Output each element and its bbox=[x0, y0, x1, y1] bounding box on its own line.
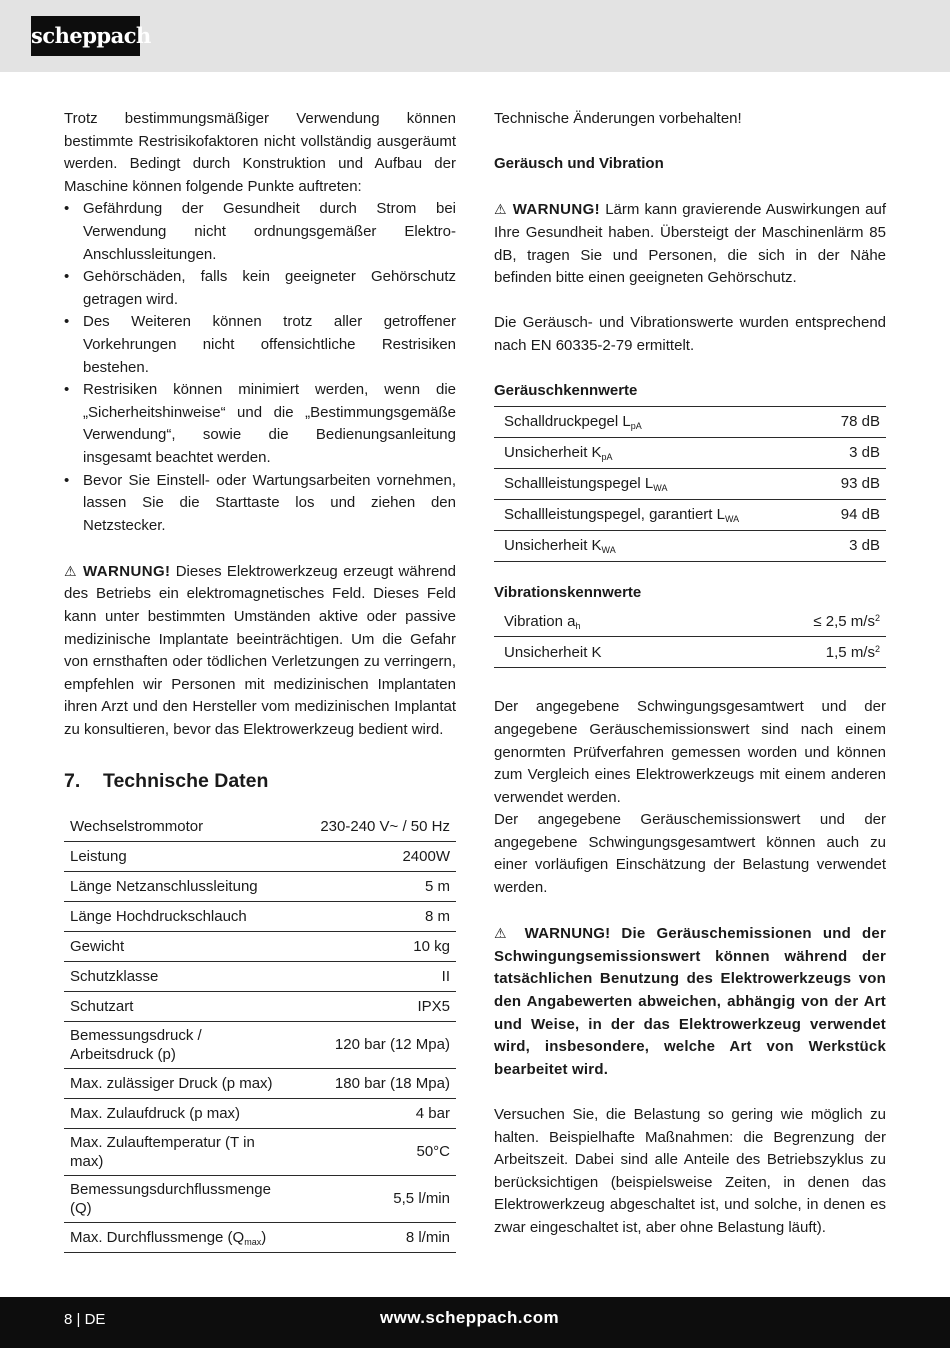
noise-table bbox=[494, 406, 886, 562]
website-link[interactable]: www.scheppach.com bbox=[380, 1308, 560, 1327]
spec-label bbox=[64, 1021, 300, 1068]
spec-value bbox=[729, 637, 886, 668]
list-item: • Gehörschäden, falls kein geeigneter Gehörschutz getragen wird. bbox=[64, 266, 456, 311]
left-column bbox=[64, 108, 456, 1253]
table-row bbox=[494, 606, 886, 637]
noise-warning bbox=[494, 198, 886, 289]
spec-label: Länge Netzanschlussleitung bbox=[64, 871, 300, 901]
spec-label-line: (Q) bbox=[70, 1199, 92, 1217]
spec-label-subscript: max bbox=[244, 1236, 262, 1247]
list-item: • Des Weiteren können trotz aller getroffener Vorkehrungen nicht offensichtliche Restrisiken bestehen. bbox=[64, 311, 456, 379]
spec-value: IPX5 bbox=[300, 991, 456, 1021]
vibration-table bbox=[494, 606, 886, 668]
spec-value: 3 dB bbox=[820, 437, 886, 468]
warning-label: WARNUNG! bbox=[512, 201, 601, 219]
table-row bbox=[64, 1068, 456, 1098]
warning-text: Die Geräuschemissionen und der Schwingungsemissionswert können während der tatsächlichen Benutzung des Elektrowerkzeugs von den Angabewerten abweichen, abhängig von der Art und Weise, in der das Elektrowerkzeug verwendet wird, insbesondere, welche Art von Werkstück bearbeitet wird. bbox=[494, 925, 886, 1078]
table-row bbox=[64, 1175, 456, 1222]
spec-value: 78 dB bbox=[820, 406, 886, 437]
spec-label: Leistung bbox=[64, 841, 300, 871]
right-column bbox=[494, 108, 886, 1240]
section-title: Technische Daten bbox=[103, 769, 269, 792]
table-row bbox=[494, 637, 886, 668]
spec-label-subscript: h bbox=[575, 620, 581, 631]
spec-label: Max. Zulaufdruck (p max) bbox=[64, 1098, 300, 1128]
brand-logo: scheppach bbox=[31, 16, 140, 56]
spec-label-subscript: WA bbox=[601, 545, 616, 556]
spec-label-text: Schallleistungspegel, garantiert L bbox=[504, 506, 725, 524]
spec-label bbox=[64, 1128, 300, 1175]
spec-value: 50°C bbox=[300, 1128, 456, 1175]
spec-value: II bbox=[300, 961, 456, 991]
emission-warning bbox=[494, 922, 886, 1081]
table-row bbox=[494, 437, 886, 468]
table-row bbox=[494, 530, 886, 561]
spec-label: Schutzart bbox=[64, 991, 300, 1021]
spec-label: Schutzklasse bbox=[64, 961, 300, 991]
spec-label bbox=[494, 468, 820, 499]
warning-icon: ⚠ bbox=[494, 201, 508, 218]
spec-label-line: Bemessungsdruck / bbox=[70, 1026, 202, 1044]
warning-text: Lärm kann gravierende Auswirkungen auf Ihre Gesundheit haben. Übersteigt der Maschinenlärm 85 dB, tragen Sie und Personen, die sich in der Nähe befinden bitte einen geeigneten Gehörschutz. bbox=[494, 201, 886, 287]
spec-label-text: Schallleistungspegel L bbox=[504, 475, 654, 493]
spec-value: 3 dB bbox=[820, 530, 886, 561]
spec-value: 5 m bbox=[300, 871, 456, 901]
table-row bbox=[494, 499, 886, 530]
determination-note: Die Geräusch- und Vibrationswerte wurden entsprechend nach EN 60335-2-79 ermittelt. bbox=[494, 314, 886, 354]
spec-value-superscript: 2 bbox=[874, 612, 880, 623]
emission-paragraph: Der angegebene Schwingungsgesamtwert und der angegebene Geräuschemissionswert sind nach einem genormten Prüfverfahren gemessen worden und können zum Vergleich eines Elektrowerkzeugs mit einem anderen verwendet werden. bbox=[494, 698, 886, 806]
spec-label bbox=[494, 499, 820, 530]
residual-risk-list bbox=[64, 198, 456, 537]
list-item: • Restrisiken können minimiert werden, wenn die „Sicherheitshinweise“ und die „Bestimmungsgemäße Verwendung“, sowie die Bedienungsanleitung insgesamt beachtet werden. bbox=[64, 379, 456, 469]
residual-risk-intro: Trotz bestimmungsmäßiger Verwendung können bestimmte Restrisikofaktoren nicht vollständig ausgeräumt werden. Bedingt durch Konstruktion und Aufbau der Maschine können folgende Punkte auftreten: bbox=[64, 110, 456, 195]
spec-value: 2400W bbox=[300, 841, 456, 871]
warning-label: WARNUNG! bbox=[83, 562, 171, 580]
spec-label-line: Arbeitsdruck (p) bbox=[70, 1045, 176, 1063]
table-row bbox=[64, 961, 456, 991]
spec-label-text: Unsicherheit K bbox=[504, 444, 602, 462]
spec-label-text: Schalldruckpegel L bbox=[504, 413, 631, 431]
spec-value: 180 bar (18 Mpa) bbox=[300, 1068, 456, 1098]
table-row bbox=[64, 841, 456, 871]
spec-value: 93 dB bbox=[820, 468, 886, 499]
spec-label bbox=[64, 1222, 300, 1252]
page-number: 8 | DE bbox=[64, 1311, 106, 1328]
spec-label bbox=[494, 406, 820, 437]
section-number: 7. bbox=[64, 769, 81, 792]
spec-value bbox=[729, 606, 886, 637]
spec-label-subscript: pA bbox=[601, 452, 613, 463]
table-row bbox=[494, 406, 886, 437]
warning-label: WARNUNG! bbox=[524, 925, 611, 943]
table-row bbox=[64, 871, 456, 901]
table-row bbox=[64, 812, 456, 842]
spec-value-superscript: 2 bbox=[874, 643, 880, 654]
table-row bbox=[64, 1021, 456, 1068]
spec-label: Unsicherheit K bbox=[494, 637, 729, 668]
spec-label-text: Vibration a bbox=[504, 612, 576, 630]
spec-label-subscript: pA bbox=[630, 421, 642, 432]
warning-text: Dieses Elektrowerkzeug erzeugt während des Betriebs ein elektromagnetisches Feld. Dieses Feld kann unter bestimmten Umständen aktive oder passive medizinische Implantate beeinträchtigen. Um die Gefahr von ernsthaften oder tödlichen Verletzungen zu verringern, empfehlen wir Personen mit medizinischen Implantaten ihren Arzt und den Hersteller vom medizinischen Implantat zu konsultieren, bevor das Elektrowerkzeug bedient wird. bbox=[64, 562, 456, 739]
spec-label: Gewicht bbox=[64, 931, 300, 961]
spec-label-subscript: WA bbox=[724, 514, 740, 525]
section-heading bbox=[64, 768, 456, 794]
spec-label bbox=[64, 1175, 300, 1222]
noise-table-heading: Geräuschkennwerte bbox=[494, 382, 638, 400]
spec-label-line: Bemessungsdurchflussmenge bbox=[70, 1180, 271, 1198]
noise-heading: Geräusch und Vibration bbox=[494, 155, 664, 173]
spec-value: 4 bar bbox=[300, 1098, 456, 1128]
spec-label-text: Max. Durchflussmenge (Q bbox=[70, 1228, 245, 1246]
exposure-paragraph: Versuchen Sie, die Belastung so gering wie möglich zu halten. Beispielhafte Maßnahmen: die Begrenzung der Arbeitszeit. Dabei sind alle Anteile des Betriebszyklus zu berücksichtigen (beispielsweise Zeiten, in denen das Elektrowerkzeug abgeschaltet ist, und solche, in denen es zwar eingeschaltet ist, aber ohne Belastung läuft). bbox=[494, 1106, 886, 1236]
warning-icon: ⚠ bbox=[64, 562, 78, 579]
table-row bbox=[64, 901, 456, 931]
spec-label-line: Max. Zulauftemperatur (T in bbox=[70, 1133, 255, 1151]
table-row bbox=[64, 1128, 456, 1175]
list-item: • Bevor Sie Einstell- oder Wartungsarbeiten vornehmen, lassen Sie die Starttaste los und ziehen den Netzstecker. bbox=[64, 470, 456, 538]
spec-label bbox=[494, 530, 820, 561]
list-item: • Gefährdung der Gesundheit durch Strom bei Verwendung nicht ordnungsgemäßer Elektro-Anschlussleitungen. bbox=[64, 198, 456, 266]
spec-label: Max. zulässiger Druck (p max) bbox=[64, 1068, 300, 1098]
table-row bbox=[64, 991, 456, 1021]
spec-value: 8 m bbox=[300, 901, 456, 931]
table-row bbox=[494, 468, 886, 499]
table-row bbox=[64, 931, 456, 961]
spec-value: 120 bar (12 Mpa) bbox=[300, 1021, 456, 1068]
spec-label-line: max) bbox=[70, 1152, 104, 1170]
spec-value-text: ≤ 2,5 m/s bbox=[813, 612, 875, 630]
spec-label bbox=[494, 606, 729, 637]
spec-label bbox=[494, 437, 820, 468]
changes-notice: Technische Änderungen vorbehalten! bbox=[494, 110, 742, 127]
table-row bbox=[64, 1098, 456, 1128]
warning-icon: ⚠ bbox=[494, 925, 514, 942]
spec-value: 5,5 l/min bbox=[300, 1175, 456, 1222]
spec-label-text: ) bbox=[261, 1228, 267, 1246]
technical-data-table bbox=[64, 812, 456, 1253]
spec-label: Wechselstrommotor bbox=[64, 812, 300, 842]
vibration-table-heading: Vibrationskennwerte bbox=[494, 583, 642, 601]
spec-value: 94 dB bbox=[820, 499, 886, 530]
emf-warning bbox=[64, 560, 456, 742]
spec-value: 230-240 V~ / 50 Hz bbox=[300, 812, 456, 842]
spec-value: 8 l/min bbox=[300, 1222, 456, 1252]
emission-paragraph: Der angegebene Geräuschemissionswert und der angegebene Schwingungsgesamtwert können auch zu einer vorläufigen Einschätzung der Belastung verwendet werden. bbox=[494, 811, 886, 897]
spec-label-text: Unsicherheit K bbox=[504, 537, 602, 555]
spec-label: Länge Hochdruckschlauch bbox=[64, 901, 300, 931]
table-row bbox=[64, 1222, 456, 1252]
spec-value-text: 1,5 m/s bbox=[825, 643, 875, 661]
spec-label-subscript: WA bbox=[653, 483, 668, 494]
spec-value: 10 kg bbox=[300, 931, 456, 961]
page-footer bbox=[0, 1297, 950, 1348]
page-header bbox=[0, 0, 950, 72]
